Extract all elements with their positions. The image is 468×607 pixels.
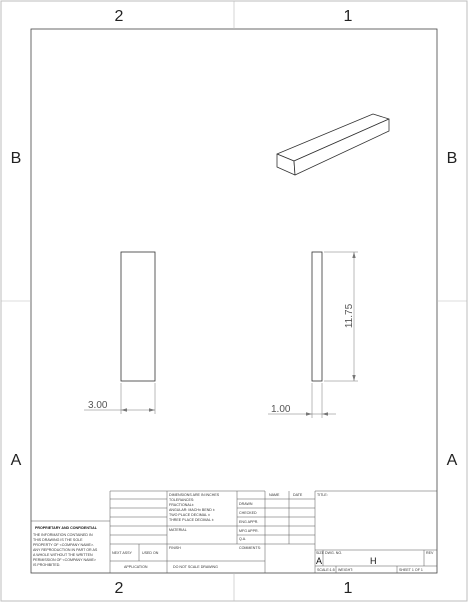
row-qa: Q.A. [239,537,247,541]
zone-label-bottom-left: 2 [114,580,124,597]
do-not-scale-label: DO NOT SCALE DRAWING [173,565,218,569]
application-label: APPLICATION [124,565,148,569]
proprietary-line-7: IS PROHIBITED. [33,563,61,567]
sheet-label: SHEET 1 OF 1 [399,568,423,572]
zone-label-left-upper: B [10,150,22,167]
row-mfg-appr: MFG APPR. [239,529,259,533]
front-view [121,252,155,381]
finish-label: FINISH [169,546,181,550]
side-view [312,252,322,381]
dimension-width-value: 3.00 [88,400,108,411]
scale-label: SCALE:1:5 [317,568,335,572]
tolerance-line-4: ANGULAR: MACH± BEND ± [169,508,215,512]
row-drawn: DRAWN [239,502,253,506]
material-label: MATERIAL [169,528,187,532]
zone-label-top-right: 1 [343,8,353,25]
next-assy-label: NEXT ASSY [112,551,132,555]
zone-label-left-lower: A [10,452,22,469]
zone-label-right-lower: A [446,452,458,469]
dwg-no-label: DWG. NO. [325,551,343,555]
proprietary-line-1: THE INFORMATION CONTAINED IN [33,533,93,537]
title-label: TITLE: [317,493,328,497]
tolerance-line-1: DIMENSIONS ARE IN INCHES [169,493,220,497]
row-checked: CHECKED [239,511,257,515]
dimension-thickness-value: 1.00 [271,404,291,415]
row-comments: COMMENTS: [239,546,261,550]
dwg-no-value: H [370,556,377,566]
size-label: SIZE [316,551,324,555]
used-on-label: USED ON [142,551,159,555]
proprietary-line-5: A WHOLE WITHOUT THE WRITTEN [33,553,93,557]
size-value: A [316,556,323,566]
zone-label-top-left: 2 [114,8,124,25]
zone-label-bottom-right: 1 [343,580,353,597]
tolerance-line-6: THREE PLACE DECIMAL ± [169,518,214,522]
tolerance-line-3: FRACTIONAL± [169,503,194,507]
tolerance-line-2: TOLERANCES: [169,498,195,502]
proprietary-line-4: ANY REPRODUCTION IN PART OR AS [33,548,98,552]
header-date: DATE [293,493,303,497]
proprietary-line-6: PERMISSION OF <COMPANY NAME> [33,558,96,562]
sheet-frame [1,1,467,601]
proprietary-line-2: THIS DRAWING IS THE SOLE [33,538,83,542]
weight-label: WEIGHT: [338,568,353,572]
header-name: NAME [269,493,280,497]
tolerance-line-5: TWO PLACE DECIMAL ± [169,513,210,517]
proprietary-title: PROPRIETARY AND CONFIDENTIAL [35,526,97,530]
zone-label-right-upper: B [446,150,458,167]
rev-label: REV [426,551,434,555]
row-eng-appr: ENG APPR. [239,520,259,524]
dimension-length-value: 11.75 [344,303,355,329]
proprietary-line-3: PROPERTY OF <COMPANY NAME>. [33,543,95,547]
